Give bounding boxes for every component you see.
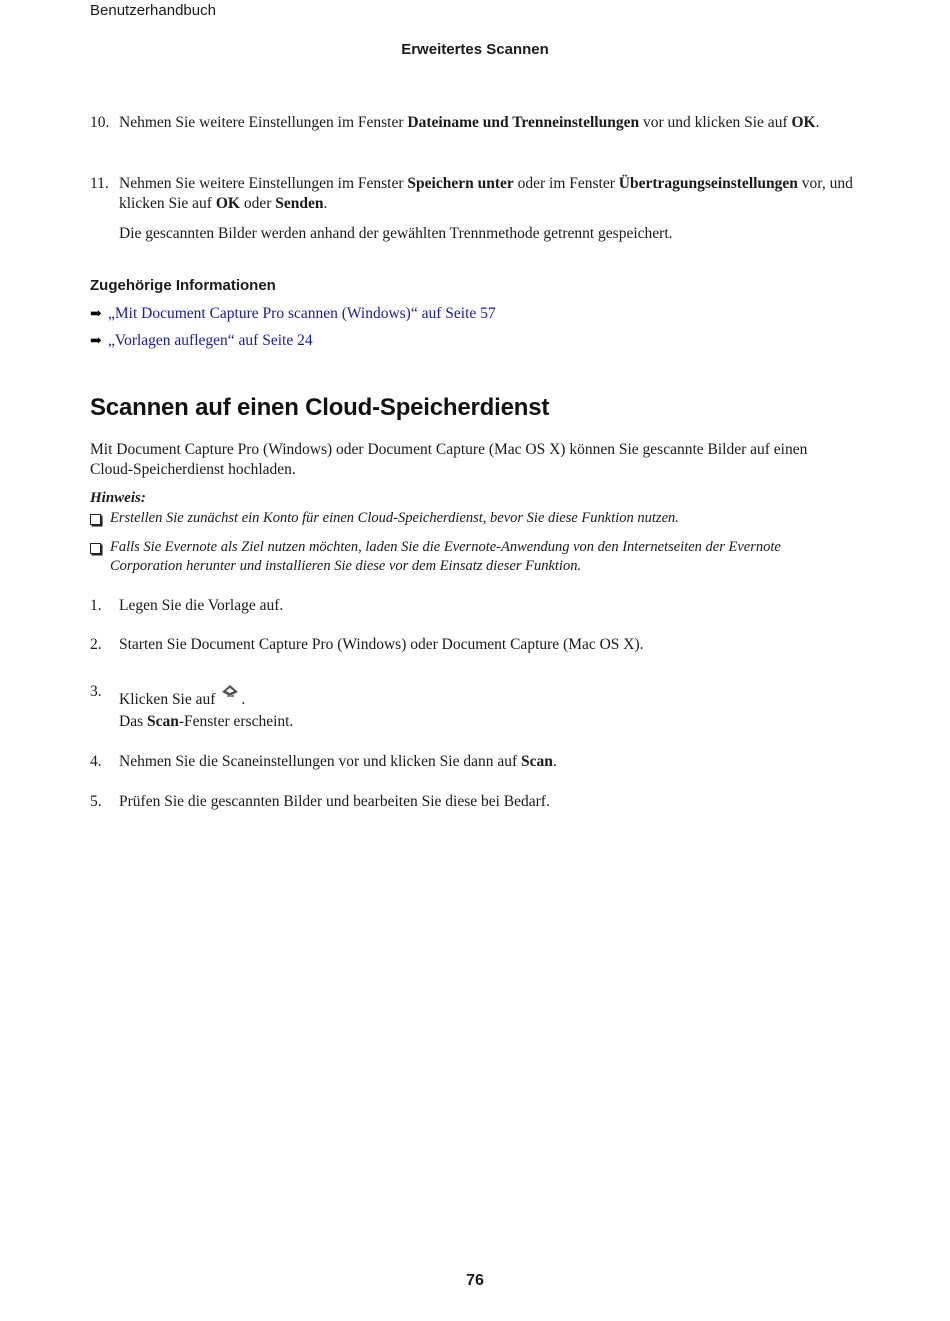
note-title: Hinweis: bbox=[90, 490, 146, 506]
checkbox-icon bbox=[90, 514, 101, 525]
link-text[interactable]: „Vorlagen auflegen“ auf Seite 24 bbox=[108, 332, 313, 349]
step-text: Nehmen Sie die Scaneinstellungen vor und klicken Sie dann auf Scan. bbox=[119, 753, 557, 770]
section-title: Erweitertes Scannen bbox=[401, 41, 549, 58]
step-text: Legen Sie die Vorlage auf. bbox=[119, 597, 284, 614]
intro-paragraph: Mit Document Capture Pro (Windows) oder Document Capture (Mac OS X) können Sie gescannte Bilder auf einen Cloud-Speicherdienst hochladen. bbox=[90, 441, 808, 478]
right-arrow-icon: ➡ bbox=[90, 334, 102, 349]
related-link-1[interactable] bbox=[90, 304, 496, 325]
step-text: Nehmen Sie weitere Einstellungen im Fenster Dateiname und Trenneinstellungen vor und klicken Sie auf OK. bbox=[119, 114, 820, 131]
checkbox-icon bbox=[90, 543, 101, 554]
step-number: 5. bbox=[90, 793, 102, 810]
step-number: 10. bbox=[90, 114, 110, 131]
step-result: Das Scan-Fenster erscheint. bbox=[119, 713, 294, 730]
section-heading: Scannen auf einen Cloud-Speicherdienst bbox=[90, 394, 550, 421]
manual-title: Benutzerhandbuch bbox=[90, 2, 216, 19]
step-number: 3. bbox=[90, 683, 102, 700]
related-link-2[interactable] bbox=[90, 331, 313, 352]
scan-icon[interactable] bbox=[219, 682, 241, 700]
step-text: Starten Sie Document Capture Pro (Windows) oder Document Capture (Mac OS X). bbox=[119, 636, 644, 653]
step-number: 1. bbox=[90, 597, 102, 614]
step-number: 2. bbox=[90, 636, 102, 653]
step-text: Nehmen Sie weitere Einstellungen im Fenster Speichern unter oder im Fenster Übertragungseinstellungen vor, und klicken Sie auf OK oder Senden. bbox=[119, 175, 853, 212]
page-number: 76 bbox=[466, 1272, 484, 1289]
step-text: Prüfen Sie die gescannten Bilder und bearbeiten Sie diese bei Bedarf. bbox=[119, 793, 550, 810]
step-number: 4. bbox=[90, 753, 102, 770]
step-number: 11. bbox=[90, 175, 109, 192]
step-text: Klicken Sie auf . bbox=[119, 682, 854, 710]
related-info-title: Zugehörige Informationen bbox=[90, 277, 276, 294]
right-arrow-icon: ➡ bbox=[90, 307, 102, 322]
step-result: Die gescannten Bilder werden anhand der gewählten Trennmethode getrennt gespeichert. bbox=[119, 225, 673, 242]
link-text[interactable]: „Mit Document Capture Pro scannen (Windows)“ auf Seite 57 bbox=[108, 305, 496, 322]
